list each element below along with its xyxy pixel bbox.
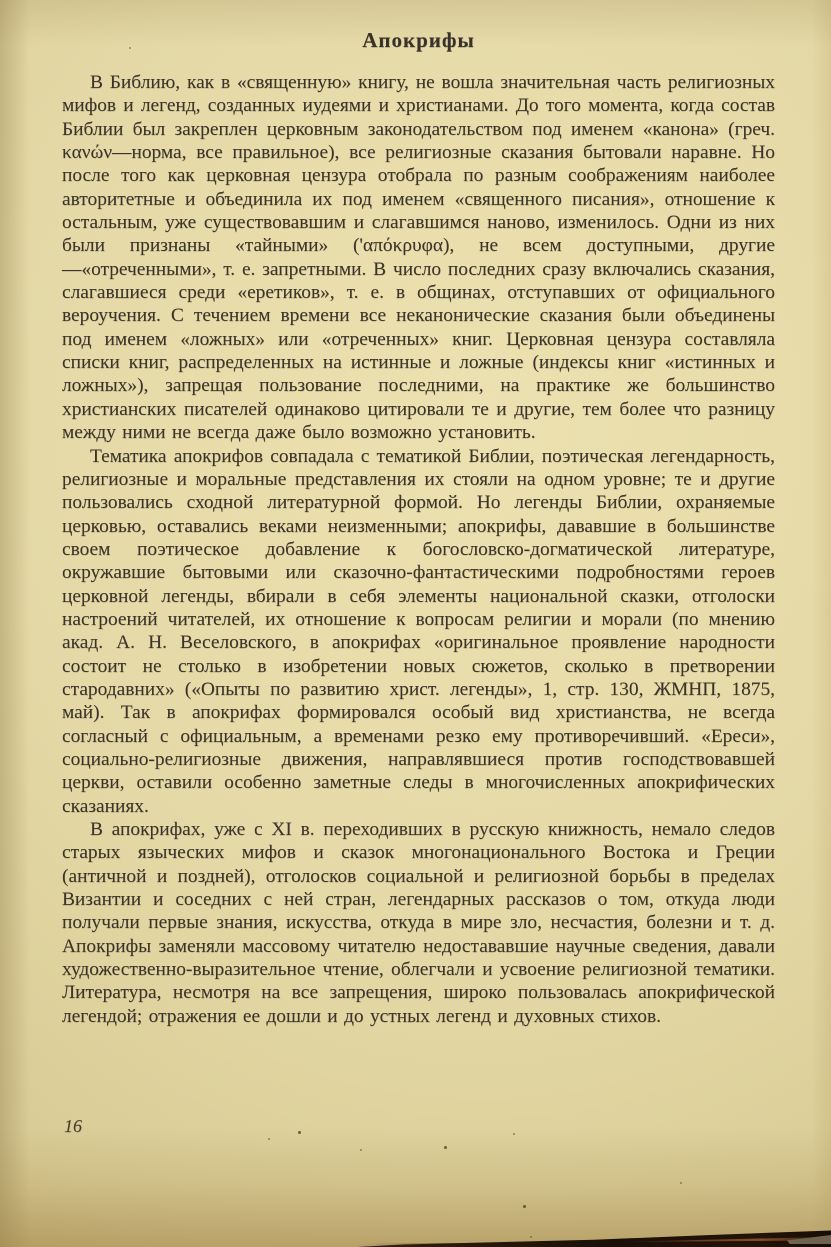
paragraph: Тематика апокрифов совпадала с тематикой Библии, поэтическая легендарность, религиозные и моральные представления их стояли на одном уровне; те и другие пользовались сходной литературной формой. Но легенды Библии, охраняемые церковью, оставались веками неизменными; апокрифы, дававшие в большинстве своем поэтическое добавление к богословско-догматической литературе, окружавшие бытовыми или сказочно-фантастическими подробностями героев церковной легенды, вбирали в себя элементы национальной сказки, отголоски настроений читателей, их отношение к вопросам религии и морали (по мнению акад. А. Н. Веселовского, в апокрифах «оригинальное проявление народности состоит не столько в изобретении новых сюжетов, сколько в претворении стародавних» («Опыты по развитию христ. легенды», 1, стр. 130, ЖМНП, 1875, май). Так в апокрифах формировался особый вид христианства, не всегда согласный с официальным, а временами резко ему противоречивший. «Ереси», социально-религиозные движения, направлявшиеся против господствовавшей церкви, оставили особенно заметные следы в многочисленных апокрифических сказаниях. xyxy=(62,445,775,817)
scan-edge-shadow xyxy=(356,1229,831,1247)
paper-speck xyxy=(513,1133,515,1135)
paper-speck xyxy=(530,1236,532,1238)
paper-speck xyxy=(444,1146,447,1149)
paper-speck xyxy=(360,1149,362,1151)
paragraph: В Библию, как в «священную» книгу, не вошла значительная часть религиозных мифов и легенд, созданных иудеями и христианами. До того момента, когда состав Библии был закреплен церковным законодательством под именем «канона» (греч. κανών—норма, все правильное), все религиозные сказания бытовали наравне. Но после того как церковная цензура отобрала по разным соображениям наиболее авторитетные и объединила их под именем «священного писания», отношение к остальным, уже существовавшим и слагавшимся наново, изменилось. Одни из них были признаны «тайными» ('απόκρυφα), не всем доступными, другие—«отреченными», т. е. запретными. В число последних сразу включались сказания, слагавшиеся среди «еретиков», т. е. в общинах, отступавших от официального вероучения. С течением времени все неканонические сказания были объединены под именем «ложных» или «отреченных» книг. Церковная цензура составляла списки книг, распределенных на истинные и ложные (индексы книг «истинных и ложных»), запрещая пользование последними, на практике же большинство христианских писателей одинаково цитировали те и другие, тем более что разницу между ними не всегда даже было возможно установить. xyxy=(62,72,775,444)
page-number: 16 xyxy=(64,1116,82,1136)
paper-speck xyxy=(523,1205,526,1208)
paper-speck xyxy=(298,1131,301,1134)
body-text xyxy=(62,71,775,1028)
page-title: Апокрифы xyxy=(362,28,475,52)
paper-speck xyxy=(129,47,131,49)
text-block xyxy=(62,28,775,1028)
paragraph: В апокрифах, уже с XI в. переходивших в русскую книжность, немало следов старых языческих мифов и сказок многонационального Востока и Греции (античной и поздней), отголосков социальной и религиозной борьбы в пределах Византии и соседних с ней стран, легендарных рассказов о том, откуда люди получали первые знания, искусства, откуда в мире зло, несчастия, болезни и т. д. Апокрифы заменяли массовому читателю недостававшие научные сведения, давали художественно-выразительное чтение, облегчали и усвоение религиозной тематики. Литература, несмотря на все запрещения, широко пользовалась апокрифической легендой; отражения ее дошли и до устных легенд и духовных стихов. xyxy=(62,819,775,1027)
paper-speck xyxy=(680,1182,682,1184)
paper-speck xyxy=(268,1138,270,1140)
